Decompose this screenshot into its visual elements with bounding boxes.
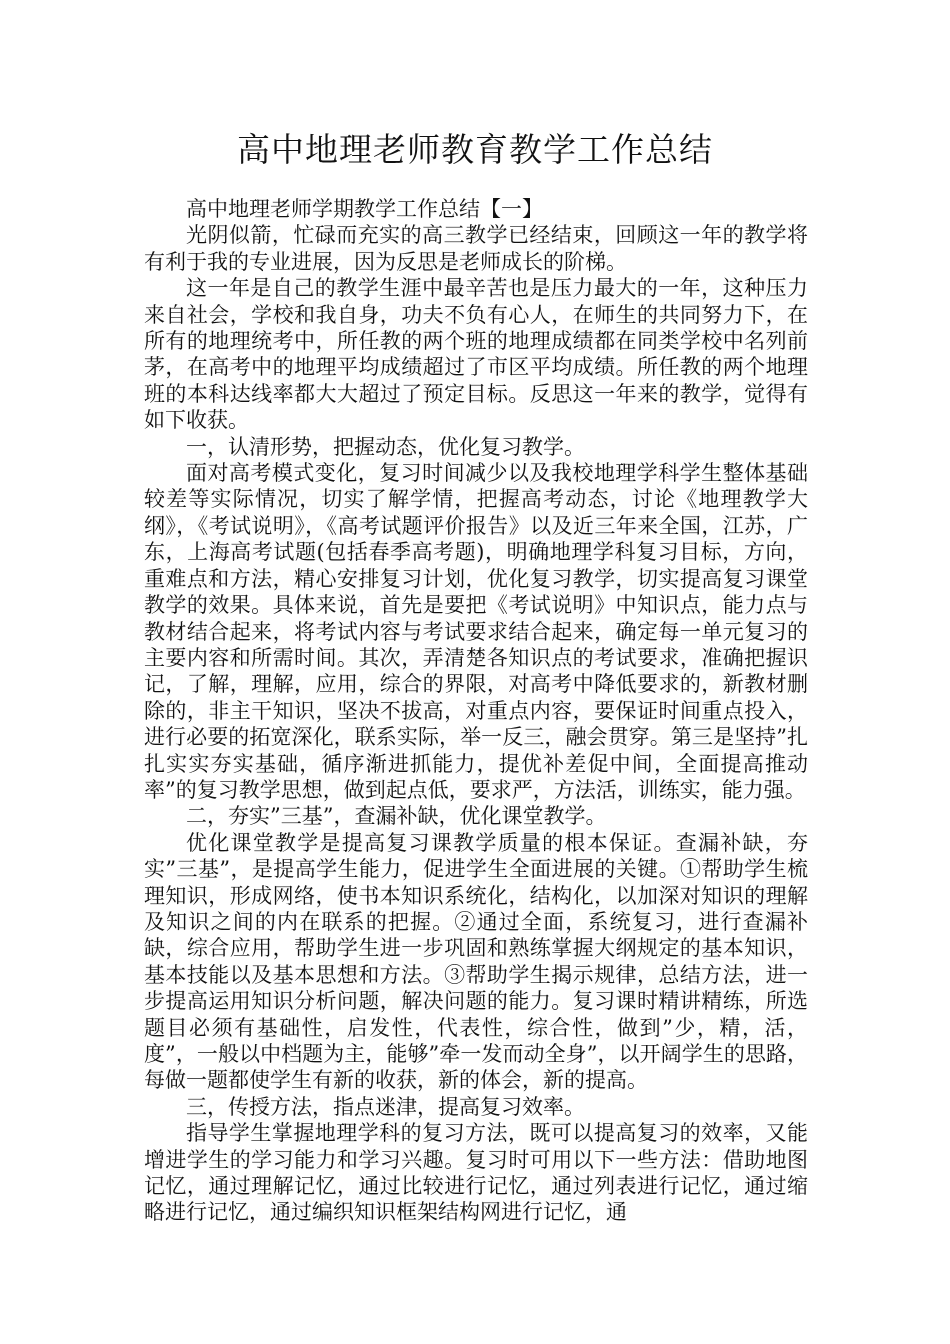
paragraph: 这一年是自己的教学生涯中最辛苦也是压力最大的一年，这种压力来自社会，学校和我自身，功夫不负有心人，在师生的共同努力下，在所有的地理统考中，所任教的两个班的地理成绩都在同类学校中名列前茅，在高考中的地理平均成绩超过了市区平均成绩。所任教的两个地理班的本科达线率都大大超过了预定目标。反思这一年来的教学，觉得有如下收获。 (144, 276, 808, 433)
paragraph-heading: 二，夯实”三基”，查漏补缺，优化课堂教学。 (186, 804, 607, 829)
paragraph: 光阴似箭，忙碌而充实的高三教学已经结束，回顾这一年的教学将有利于我的专业进展，因为反思是老师成长的阶梯。 (144, 223, 808, 274)
paragraph: 指导学生掌握地理学科的复习方法，既可以提高复习的效率，又能增进学生的学习能力和学习兴趣。复习时可用以下一些方法：借助地图记忆，通过理解记忆，通过比较进行记忆，通过列表进行记忆，通过缩略进行记忆，通过编织知识框架结构网进行记忆，通 (144, 1121, 808, 1225)
paragraph: 面对高考模式变化，复习时间减少以及我校地理学科学生整体基础较差等实际情况，切实了解学情，把握高考动态，讨论《地理教学大纲》，《考试说明》，《高考试题评价报告》以及近三年来全国，江苏，广东，上海高考试题(包括春季高考题)，明确地理学科复习目标，方向，重难点和方法，精心安排复习计划，优化复习教学，切实提高复习课堂教学的效果。具体来说，首先是要把《考试说明》中知识点，能力点与教材结合起来，将考试内容与考试要求结合起来，确定每一单元复习的主要内容和所需时间。其次，弄清楚各知识点的考试要求，准确把握识记，了解，理解，应用，综合的界限，对高考中降低要求的，新教材删除的，非主干知识，坚决不拔高，对重点内容，要保证时间重点投入，进行必要的拓宽深化，联系实际，举一反三，融会贯穿。第三是坚持”扎扎实实夯实基础，循序渐进抓能力，提优补差促中间，全面提高推动率”的复习教学思想，做到起点低，要求严，方法活，训练实，能力强。 (144, 461, 808, 802)
document-title: 高中地理老师教育教学工作总结 (237, 130, 713, 169)
paragraph-section-heading: 高中地理老师学期教学工作总结【一】 (186, 197, 543, 221)
paragraph-heading: 一，认清形势，把握动态，优化复习教学。 (186, 434, 585, 459)
paragraph-heading: 三，传授方法，指点迷津，提高复习效率。 (186, 1094, 585, 1119)
paragraph: 优化课堂教学是提高复习课教学质量的根本保证。查漏补缺，夯实”三基”，是提高学生能力，促进学生全面进展的关键。①帮助学生梳理知识，形成网络，使书本知识系统化，结构化，以加深对知识的理解及知识之间的内在联系的把握。②通过全面，系统复习，进行查漏补缺，综合应用，帮助学生进一步巩固和熟练掌握大纲规定的基本知识，基本技能以及基本思想和方法。③帮助学生揭示规律，总结方法，进一步提高运用知识分析问题，解决问题的能力。复习课时精讲精练，所选题目必须有基础性，启发性，代表性，综合性，做到”少，精，活， 度”，一般以中档题为主，能够”牵一发而动全身”，以开阔学生的思路，每做一题都使学生有新的收获，新的体会，新的提高。 (144, 830, 808, 1093)
document-body (144, 196, 808, 1226)
